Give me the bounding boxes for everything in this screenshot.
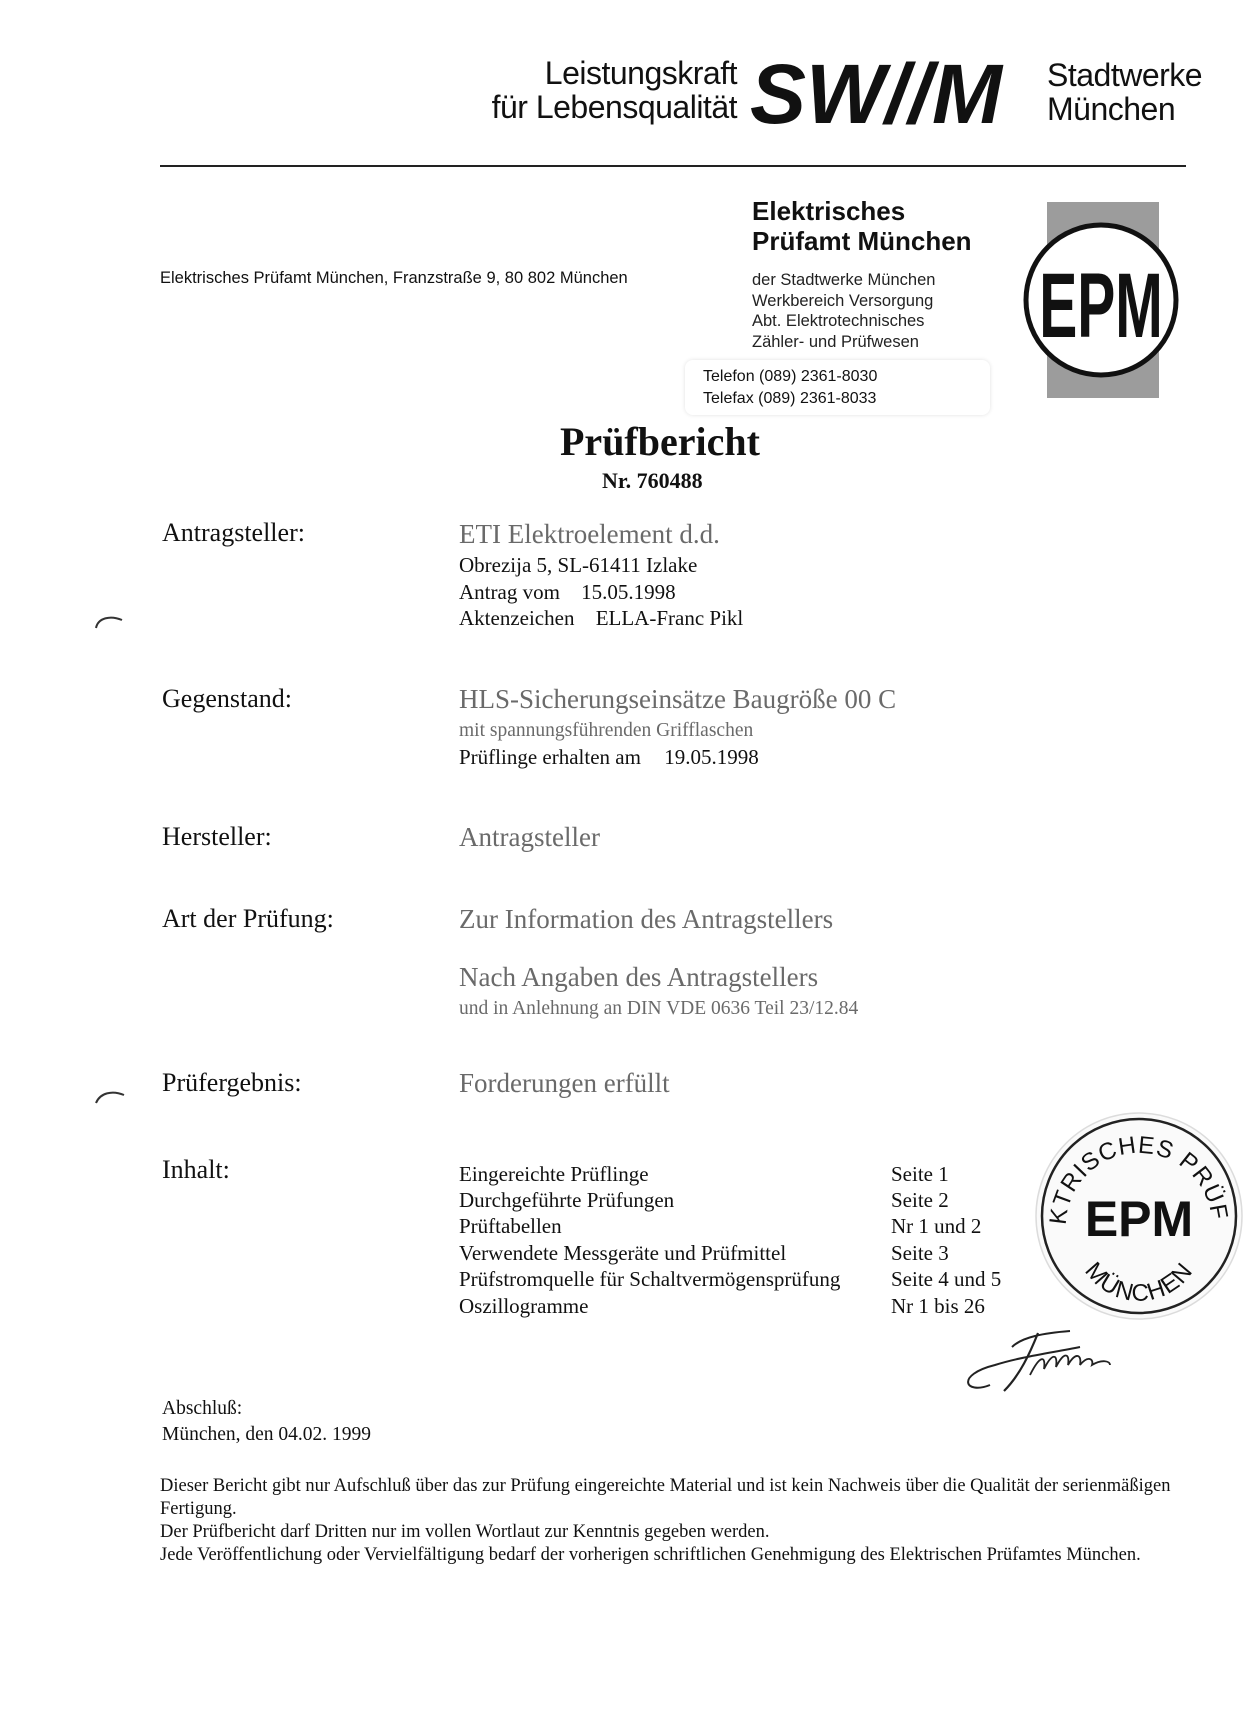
telefax: Telefax (089) 2361-8033: [703, 389, 877, 407]
epm-sub-line-1: der Stadtwerke München: [752, 271, 936, 289]
contents-item: Verwendete Messgeräte und Prüfmittel: [459, 1241, 787, 1265]
contents-page: Seite 2: [891, 1188, 949, 1212]
epm-title-line-2: Prüfamt München: [752, 226, 972, 256]
aktenzeichen-value: ELLA-Franc Pikl: [595, 606, 744, 630]
gegenstand-value: HLS-Sicherungseinsätze Baugröße 00 C: [459, 684, 897, 714]
disclaimer-line-3: Jede Veröffentlichung oder Vervielfältigung bedarf der vorherigen schriftlichen Genehmigung des Elektrischen Prüfamtes München.: [160, 1545, 1141, 1565]
telefon: Telefon (089) 2361-8030: [703, 368, 878, 385]
aktenzeichen-row: [459, 606, 743, 631]
ergebnis-value: Forderungen erfüllt: [459, 1068, 670, 1098]
epm-logo-text: EPM: [1039, 255, 1163, 358]
gegenstand-label: Gegenstand:: [162, 684, 292, 713]
hersteller-label: Hersteller:: [162, 822, 272, 851]
epm-sub-line-2: Werkbereich Versorgung: [752, 291, 934, 310]
contents-item: Durchgeführte Prüfungen: [459, 1188, 675, 1212]
antrag-date: 15.05.1998: [581, 580, 676, 604]
official-stamp: [1031, 1108, 1246, 1328]
art-value-1: Zur Information des Antragstellers: [459, 904, 834, 934]
epm-sub-line-3: Abt. Elektrotechnisches: [752, 312, 925, 330]
gegenstand-detail: mit spannungsführenden Grifflaschen: [459, 720, 754, 741]
aktenzeichen-label: Aktenzeichen: [459, 606, 575, 630]
epm-department: [752, 270, 935, 352]
contact-box: [685, 360, 990, 415]
swm-logo: [750, 46, 1040, 143]
epm-logo: [1021, 202, 1181, 405]
slogan: [492, 56, 737, 124]
epm-sub-line-4: Zähler- und Prüfwesen: [752, 332, 919, 351]
stamp-center-text: EPM: [1084, 1191, 1194, 1247]
margin-mark: [90, 1087, 130, 1112]
antragsteller-label: Antragsteller:: [162, 518, 305, 547]
sender-address: Elektrisches Prüfamt München, Franzstraße 9, 80 802 München: [160, 269, 628, 287]
pruflinge-row: [459, 745, 759, 770]
antrag-label: Antrag vom: [459, 580, 560, 604]
swm-logo-text: SW//M: [750, 47, 1002, 138]
inhalt-label: Inhalt:: [162, 1155, 230, 1184]
contents-item: Prüftabellen: [459, 1214, 562, 1238]
margin-mark: [90, 612, 130, 637]
contents-page: Seite 1: [891, 1162, 949, 1186]
stamp-top-text: KTRISCHES PRÜF: [1044, 1131, 1233, 1227]
company-name: [1047, 58, 1202, 126]
company-name-line-2: München: [1047, 91, 1176, 127]
pruflinge-label: Prüflinge erhalten am: [459, 745, 641, 769]
header-divider: [160, 165, 1186, 167]
stamp-bottom-text: MÜNCHEN: [1079, 1257, 1199, 1307]
report-title: Prüfbericht: [560, 419, 760, 464]
contents-page: Nr 1 bis 26: [891, 1294, 985, 1318]
slogan-line-2: für Lebensqualität: [491, 89, 737, 125]
disclaimer: [160, 1475, 1210, 1567]
art-value-2: Nach Angaben des Antragstellers: [459, 962, 819, 992]
disclaimer-line-2: Der Prüfbericht darf Dritten nur im vollen Wortlaut zur Kenntnis gegeben werden.: [160, 1522, 770, 1542]
slogan-line-1: Leistungskraft: [544, 55, 737, 91]
antragsteller-address: Obrezija 5, SL-61411 Izlake: [459, 553, 698, 577]
contents-item: Eingereichte Prüflinge: [459, 1162, 649, 1186]
contents-page: Seite 3: [891, 1241, 949, 1265]
disclaimer-line-1: Dieser Bericht gibt nur Aufschluß über das zur Prüfung eingereichte Material und ist kein Nachweis über die Qualität der serienmäßigen Fertigung.: [160, 1476, 1171, 1519]
epm-title: [752, 196, 972, 256]
art-label: Art der Prüfung:: [162, 904, 334, 933]
contents-item: Oszillogramme: [459, 1294, 589, 1318]
company-name-line-1: Stadtwerke: [1047, 57, 1203, 93]
contents-item: Prüfstromquelle für Schaltvermögensprüfung: [459, 1267, 841, 1291]
pruflinge-date: 19.05.1998: [664, 745, 759, 769]
closing-label: Abschluß:: [162, 1398, 243, 1419]
art-detail: und in Anlehnung an DIN VDE 0636 Teil 23/12.84: [459, 998, 859, 1019]
epm-title-line-1: Elektrisches: [752, 196, 906, 226]
signature: [960, 1325, 1160, 1410]
closing-place-date: München, den 04.02. 1999: [162, 1424, 372, 1445]
report-number: Nr. 760488: [602, 468, 703, 493]
contents-page: Nr 1 und 2: [891, 1214, 982, 1238]
hersteller-value: Antragsteller: [459, 822, 600, 852]
contents-page: Seite 4 und 5: [891, 1267, 1002, 1291]
antragsteller-name: ETI Elektroelement d.d.: [459, 519, 720, 549]
ergebnis-label: Prüfergebnis:: [162, 1068, 302, 1097]
antrag-row: [459, 580, 676, 605]
